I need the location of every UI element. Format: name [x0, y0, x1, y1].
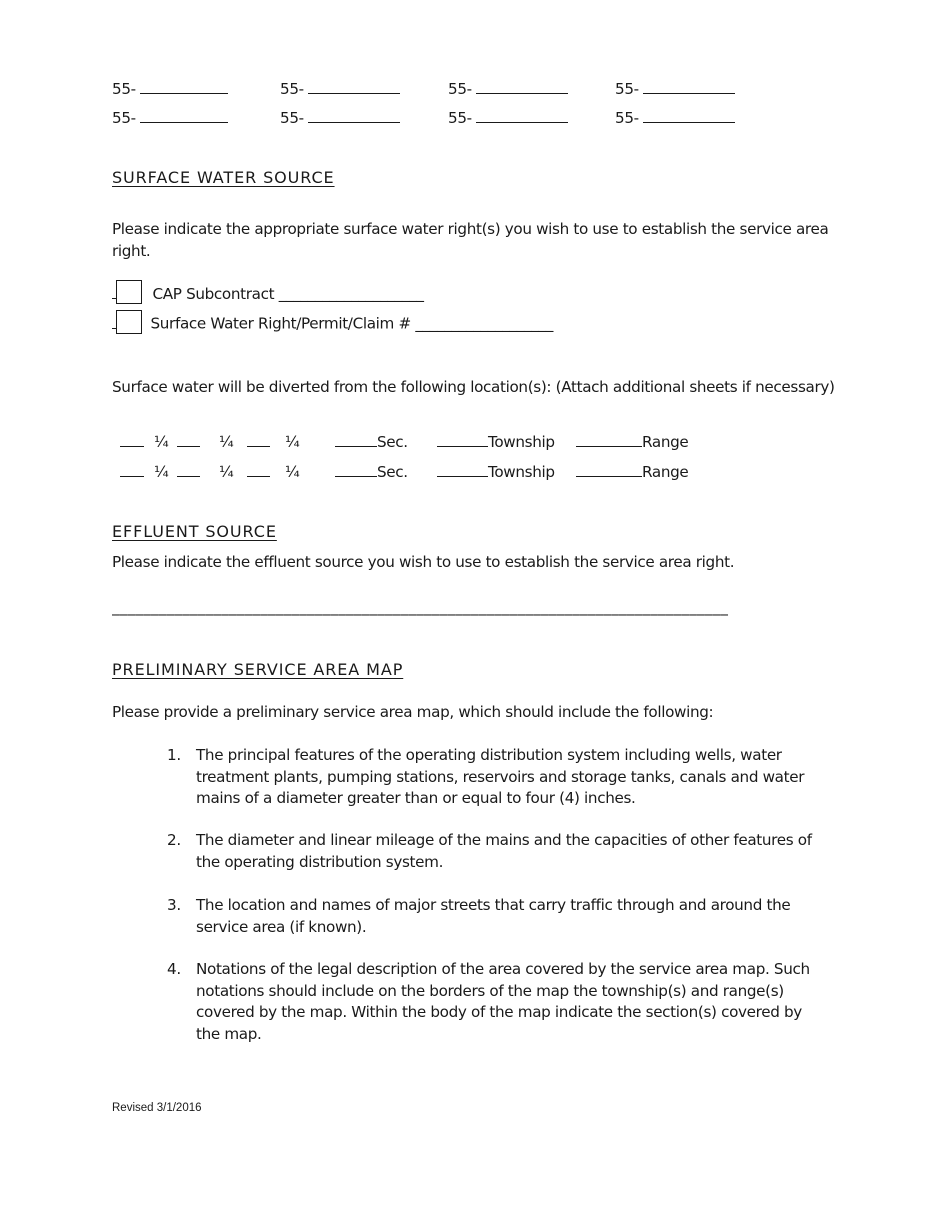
well-number-field[interactable]: 55-	[615, 79, 735, 100]
well-number-field[interactable]: 55-	[280, 79, 400, 100]
list-item-number: 3.	[167, 896, 181, 914]
form-page: 55- 55- 55- 55- 55- 55- 55- 55- SURFACE WATER SOURCE Please indicate the appropriate surface water right(s) you wish to use to establish the service area right. CAP Subcontract ____________________ Surface Water Right/Permit/Claim # ___________________ Surface water will be diverted from the following location(s): (Attach additional sheets if necessary) ¼ ¼ ¼ Sec. Township Range ¼ ¼ ¼ Sec. Township Range EFFLUENT SOURCE Please indicate the effluent source you wish to use to establish the service area right. _______________________________________________________________________________ PRELIMINARY SERVICE AREA MAP Please provide a preliminary service area map, which should include the following: 1. The principal features of the operating distribution system including wells, water treatment plants, pumping stations, reservoirs and storage tanks, canals and water mains of a diameter greater than or equal to four (4) inches. 2. The diameter and linear mileage of the mains and the capacities of other features of the operating distribution system. 3. The location and names of major streets that carry traffic through and around the service area (if known). 4. Notations of the legal description of the area covered by the service area map. Such notations should include on the borders of the map the township(s) and range(s) covered by the map. Within the body of the map indicate the section(s) covered by the map. Revised 3/1/2016	[0, 0, 950, 1230]
list-item-number: 2.	[167, 831, 181, 849]
surface-water-intro: Please indicate the appropriate surface water right(s) you wish to use to establish the service area right.	[112, 220, 829, 260]
surface-water-right-blank[interactable]: ___________________	[415, 314, 553, 333]
well-number-field[interactable]: 55-	[448, 108, 568, 129]
well-number-field[interactable]: 55-	[615, 108, 735, 129]
list-item: The principal features of the operating distribution system including wells, water treatment plants, pumping stations, reservoirs and storage tanks, canals and water mains of a diameter greater than or equal to four (4) inches.	[196, 746, 805, 807]
list-item: The location and names of major streets that carry traffic through and around the service area (if known).	[196, 896, 791, 936]
well-number-field[interactable]: 55-	[112, 108, 228, 129]
cap-subcontract-blank[interactable]: ____________________	[278, 284, 424, 303]
map-intro: Please provide a preliminary service area map, which should include the following:	[112, 703, 714, 721]
diversion-text: Surface water will be diverted from the following location(s): (Attach additional sheets if necessary)	[112, 378, 835, 396]
list-item-number: 4.	[167, 960, 181, 978]
effluent-answer-line[interactable]: _______________________________________________________________________________	[112, 598, 729, 616]
cap-subcontract-option	[112, 282, 424, 306]
cap-subcontract-label: CAP Subcontract	[152, 284, 275, 303]
cap-subcontract-checkbox[interactable]	[116, 280, 142, 304]
surface-water-right-label: Surface Water Right/Permit/Claim #	[150, 314, 411, 333]
well-number-field[interactable]: 55-	[280, 108, 400, 129]
surface-water-heading: SURFACE WATER SOURCE	[112, 168, 335, 187]
map-heading: PRELIMINARY SERVICE AREA MAP	[112, 660, 404, 679]
list-item-number: 1.	[167, 746, 181, 764]
well-number-field[interactable]: 55-	[448, 79, 568, 100]
revision-date: Revised 3/1/2016	[112, 1102, 202, 1114]
list-item: Notations of the legal description of the area covered by the service area map. Such notations should include on the borders of the map the township(s) and range(s) covered by the map. Within the body of the map indicate the section(s) covered by the map.	[196, 960, 810, 1043]
surface-water-right-checkbox[interactable]	[116, 310, 142, 334]
surface-water-right-option	[112, 312, 553, 336]
list-item: The diameter and linear mileage of the mains and the capacities of other features of the operating distribution system.	[196, 831, 812, 871]
effluent-intro: Please indicate the effluent source you wish to use to establish the service area right.	[112, 553, 735, 571]
effluent-heading: EFFLUENT SOURCE	[112, 522, 277, 541]
well-number-field[interactable]: 55-	[112, 79, 228, 100]
